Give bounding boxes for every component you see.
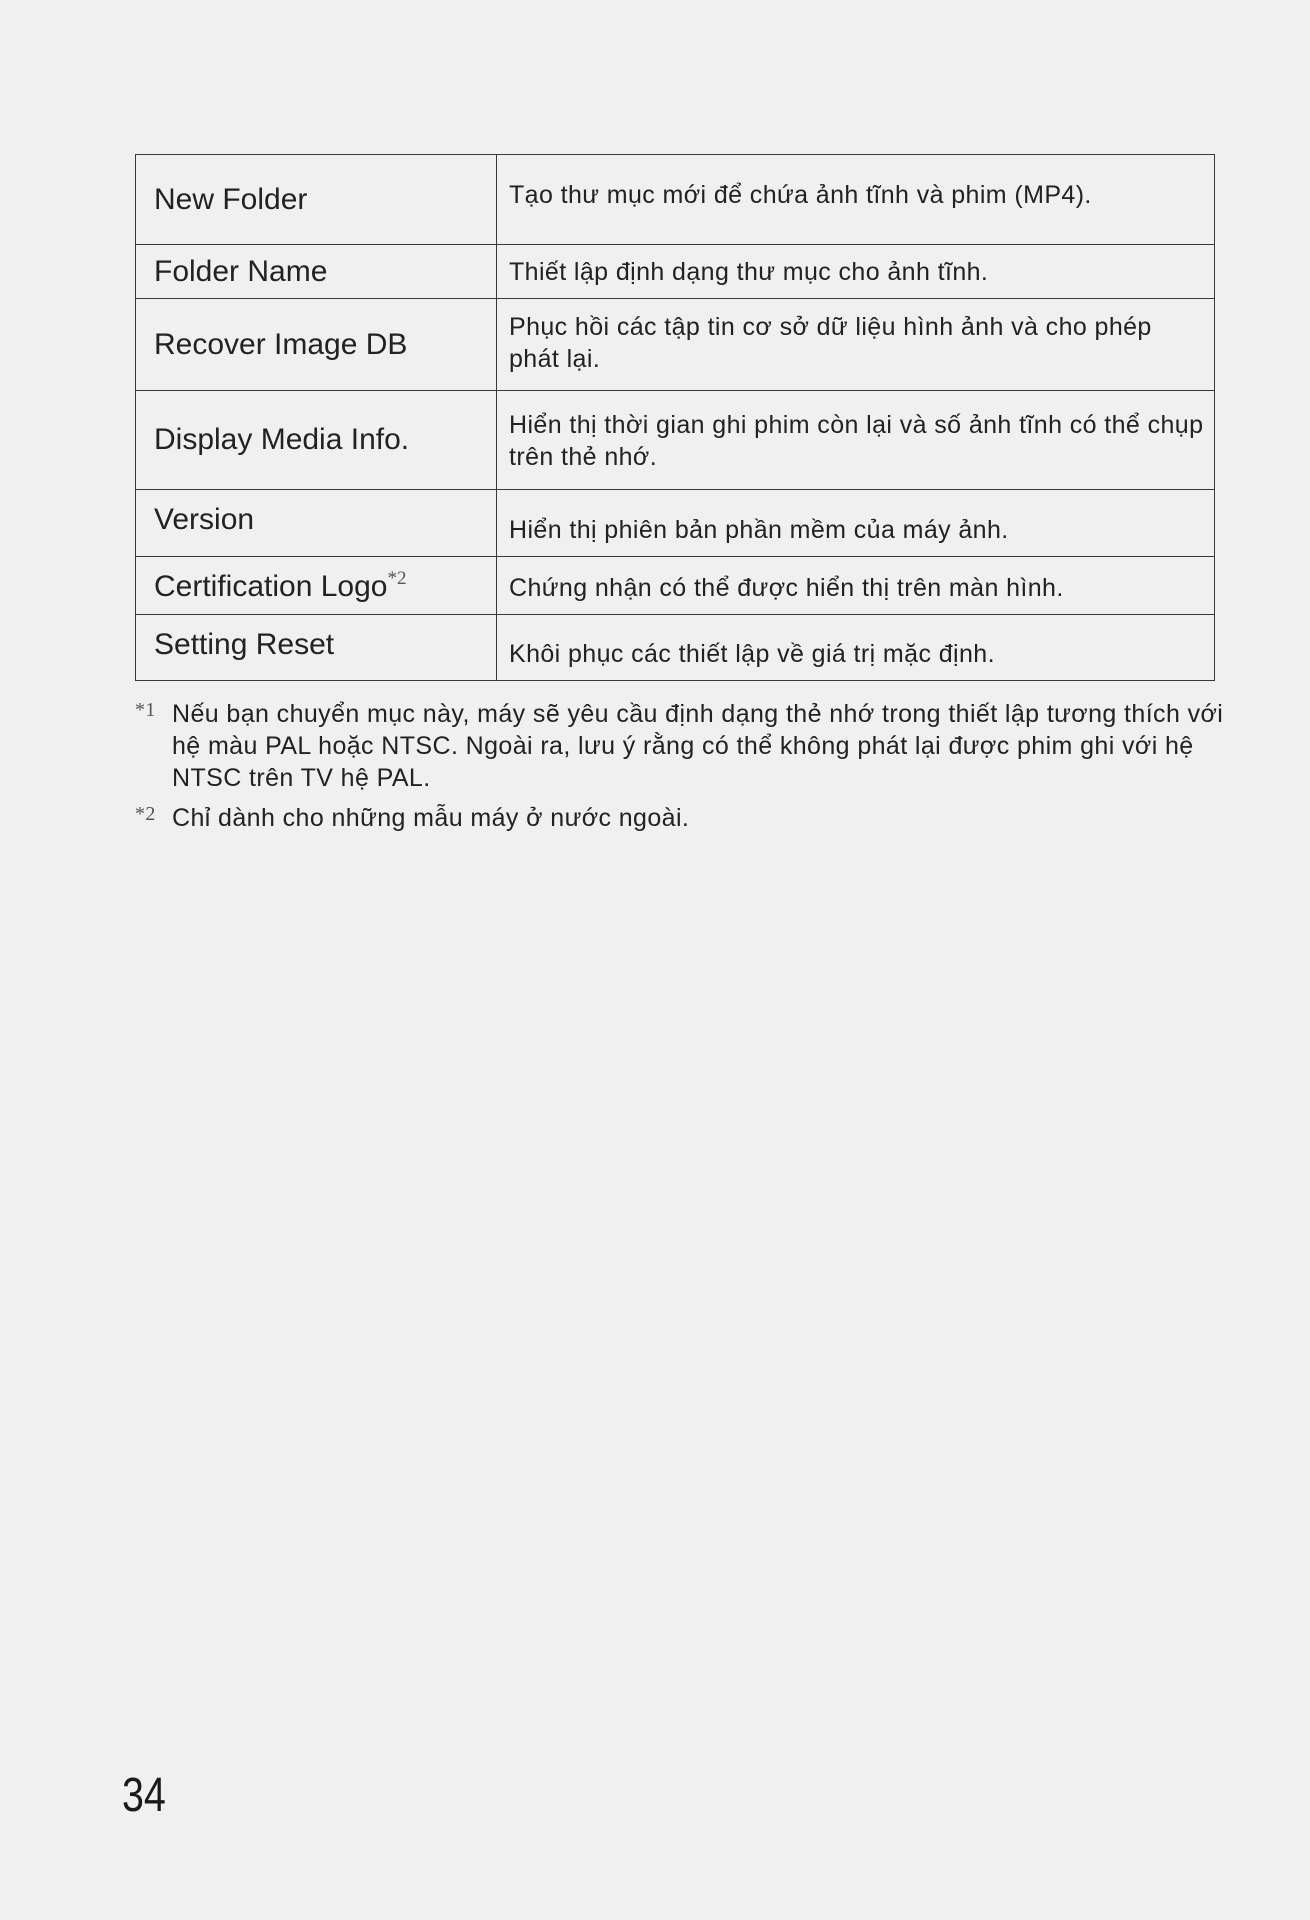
footnote-text: Chỉ dành cho những mẫu máy ở nước ngoài.	[172, 804, 690, 832]
footnote-text: Nếu bạn chuyển mục này, máy sẽ yêu cầu định dạng thẻ nhớ trong thiết lập tương thích với hệ màu PAL hoặc NTSC. Ngoài ra, lưu ý rằng có thể không phát lại được phim ghi với hệ NTSC trên TV hệ PAL.	[172, 700, 1224, 792]
table-row	[136, 557, 1215, 615]
setting-name-cell	[136, 615, 497, 681]
setting-description: Khôi phục các thiết lập về giá trị mặc định.	[497, 615, 1215, 681]
setting-name: Certification Logo	[154, 570, 388, 603]
page-number: 34	[122, 1769, 166, 1822]
setting-description: Chứng nhận có thể được hiển thị trên màn hình.	[497, 557, 1215, 615]
setting-name-cell	[136, 299, 497, 391]
footnote-reference: *2	[387, 568, 407, 589]
table-row	[136, 245, 1215, 299]
setting-description: Thiết lập định dạng thư mục cho ảnh tĩnh.	[497, 245, 1215, 299]
footnote	[135, 802, 1225, 834]
table-row	[136, 391, 1215, 490]
setting-name-cell	[136, 490, 497, 557]
table-row	[136, 490, 1215, 557]
setting-description: Hiển thị phiên bản phần mềm của máy ảnh.	[497, 490, 1215, 557]
setting-name: Recover Image DB	[154, 327, 408, 361]
setting-description: Phục hồi các tập tin cơ sở dữ liệu hình ảnh và cho phép phát lại.	[497, 299, 1215, 391]
setting-description: Tạo thư mục mới để chứa ảnh tĩnh và phim (MP4).	[497, 155, 1215, 245]
footnotes	[135, 698, 1225, 842]
setting-name: Version	[154, 503, 255, 536]
setting-name: New Folder	[154, 182, 308, 216]
setting-name-cell	[136, 391, 497, 490]
footnote-mark: *2	[135, 803, 156, 825]
table-row	[136, 299, 1215, 391]
table-row	[136, 155, 1215, 245]
footnote	[135, 698, 1225, 794]
setting-name: Display Media Info.	[154, 423, 410, 456]
setting-name-cell	[136, 245, 497, 299]
setting-name-cell	[136, 155, 497, 245]
footnote-mark: *1	[135, 699, 156, 721]
setting-description: Hiển thị thời gian ghi phim còn lại và số ảnh tĩnh có thể chụp trên thẻ nhớ.	[497, 391, 1215, 490]
setting-name-cell	[136, 557, 497, 615]
table-row	[136, 615, 1215, 681]
setting-name: Setting Reset	[154, 628, 335, 661]
settings-table	[135, 154, 1215, 681]
setting-name: Folder Name	[154, 254, 328, 288]
